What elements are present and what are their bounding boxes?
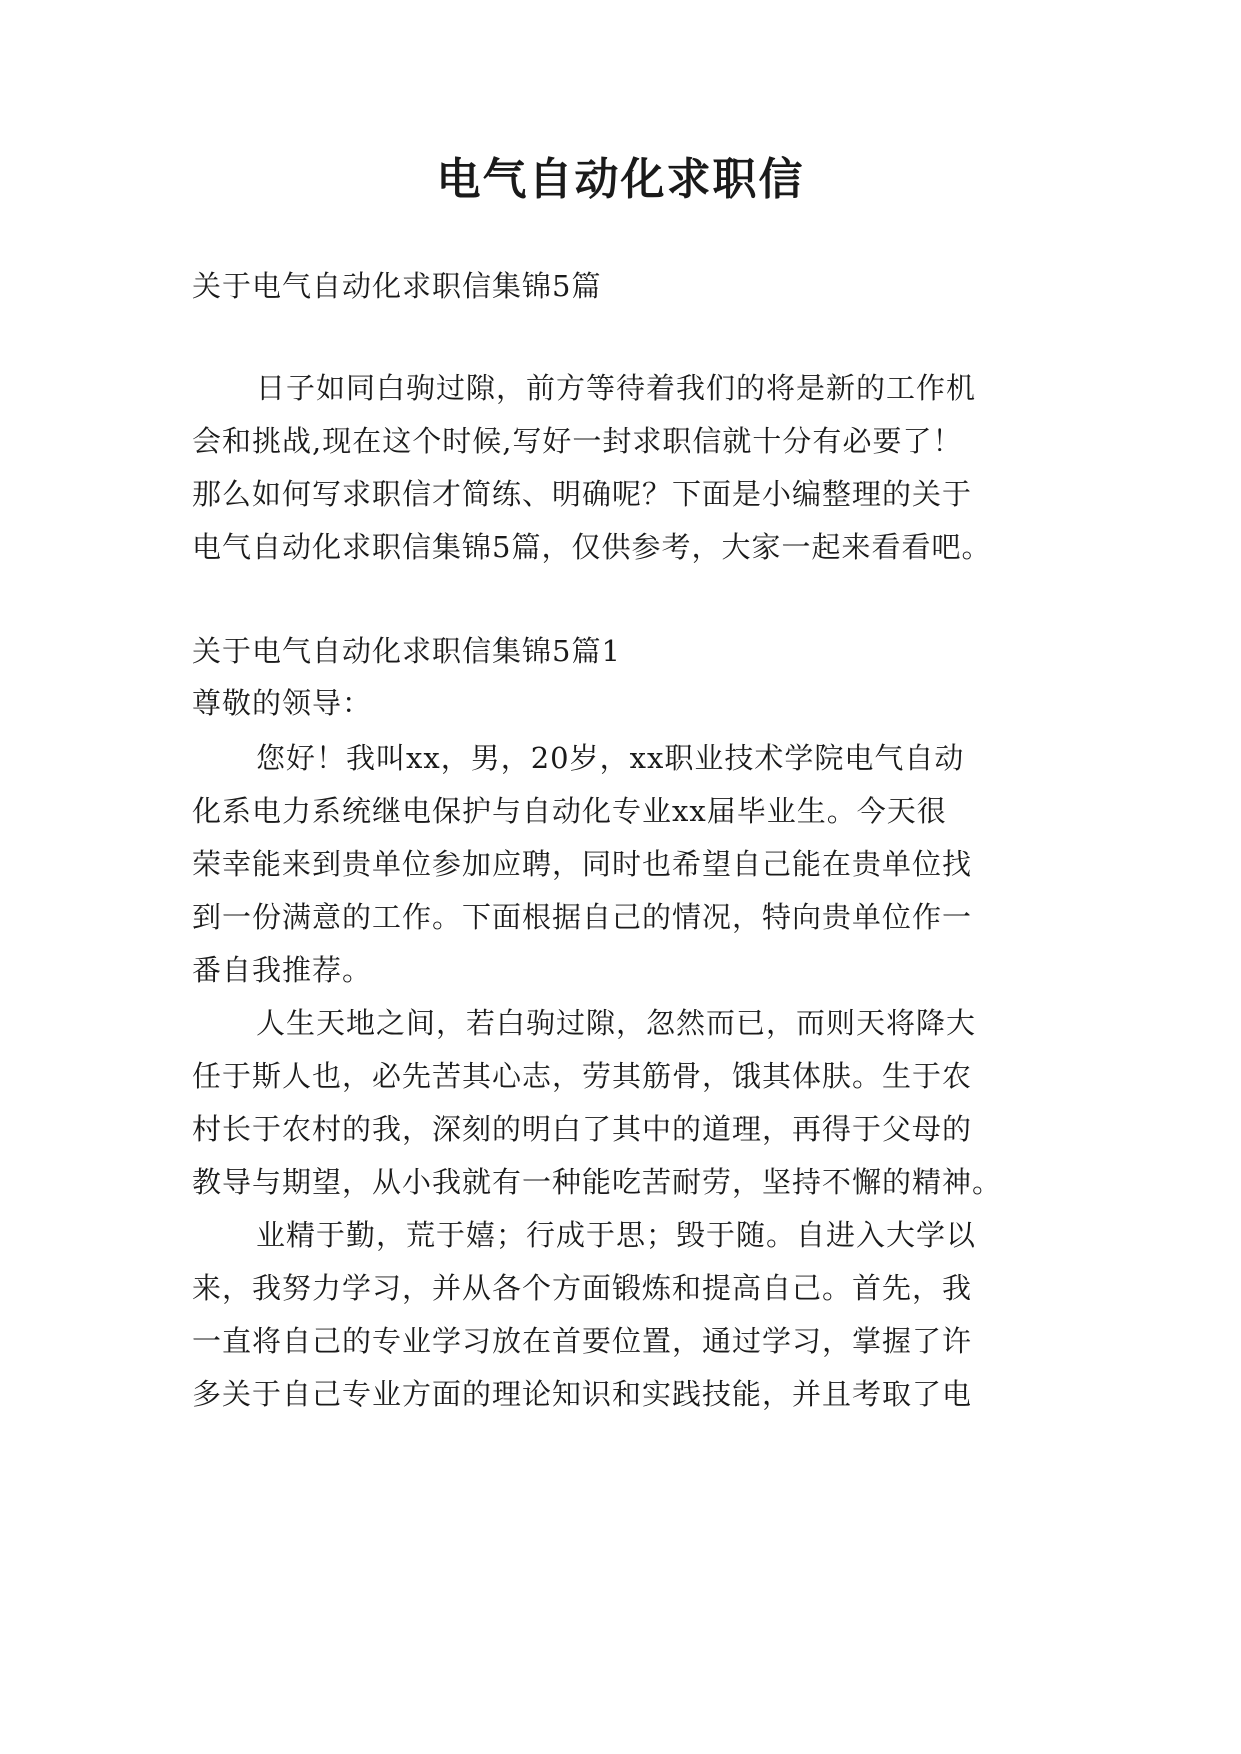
paragraph-line: 到一份满意的工作。下面根据自己的情况，特向贵单位作一 (192, 900, 973, 934)
paragraph-line: 来，我努力学习，并从各个方面锻炼和提高自己。首先，我 (192, 1271, 973, 1305)
document-title: 电气自动化求职信 (436, 154, 805, 205)
paragraph-line: 任于斯人也，必先苦其心志，劳其筋骨，饿其体肤。生于农 (192, 1059, 973, 1093)
paragraph-line: 人生天地之间，若白驹过隙，忽然而已，而则天将降大 (256, 1006, 977, 1040)
intro-line: 日子如同白驹过隙，前方等待着我们的将是新的工作机 (256, 371, 977, 405)
paragraph-line: 荣幸能来到贵单位参加应聘，同时也希望自己能在贵单位找 (192, 847, 973, 881)
paragraph-line: 一直将自己的专业学习放在首要位置，通过学习，掌握了许 (192, 1324, 973, 1358)
subtitle: 关于电气自动化求职信集锦5篇 (192, 269, 602, 303)
section-heading: 关于电气自动化求职信集锦5篇1 (192, 634, 621, 668)
salutation: 尊敬的领导： (192, 686, 373, 720)
paragraph-line: 您好！我叫xx，男，20岁，xx职业技术学院电气自动 (256, 741, 965, 775)
intro-line: 电气自动化求职信集锦5篇，仅供参考，大家一起来看看吧。 (192, 530, 992, 564)
paragraph-line: 村长于农村的我，深刻的明白了其中的道理，再得于父母的 (192, 1112, 973, 1146)
paragraph-line: 化系电力系统继电保护与自动化专业xx届毕业生。今天很 (192, 794, 947, 828)
paragraph-line: 业精于勤，荒于嬉；行成于思；毁于随。自进入大学以 (256, 1218, 977, 1252)
paragraph-line: 教导与期望，从小我就有一种能吃苦耐劳，坚持不懈的精神。 (192, 1165, 1003, 1199)
intro-line: 那么如何写求职信才简练、明确呢？下面是小编整理的关于 (192, 477, 973, 511)
paragraph-line: 多关于自己专业方面的理论知识和实践技能，并且考取了电 (192, 1377, 973, 1411)
intro-line: 会和挑战,现在这个时候,写好一封求职信就十分有必要了！ (192, 424, 963, 458)
paragraph-line: 番自我推荐。 (192, 953, 373, 987)
